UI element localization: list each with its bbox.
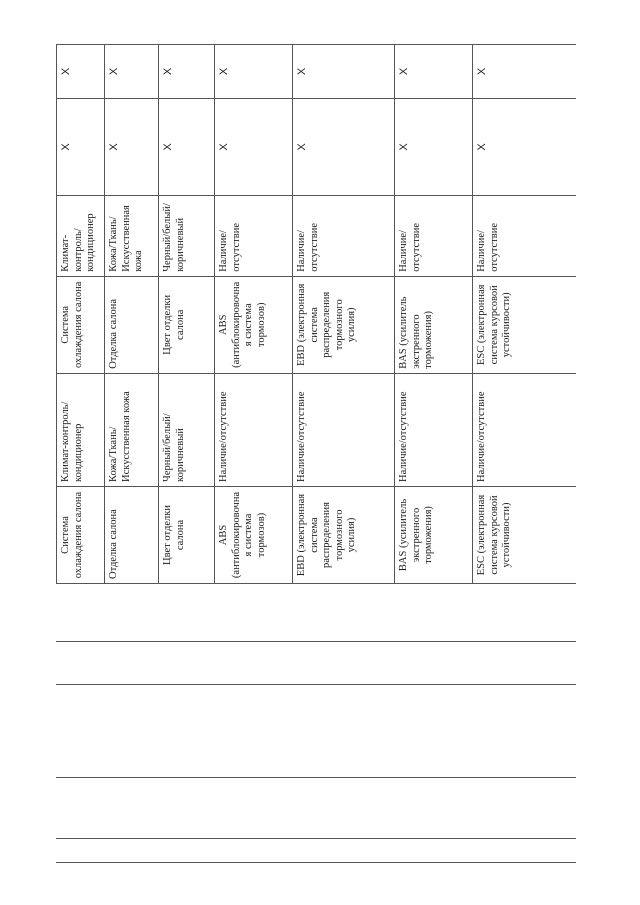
table-row: [159, 45, 215, 584]
mark-cell: X: [105, 98, 159, 195]
mark-cell: X: [57, 98, 105, 195]
ruled-line: [56, 641, 576, 642]
param-cell: Система охлаждения салона: [57, 486, 105, 583]
option2-cell: Наличие/отсутствие: [395, 195, 473, 276]
option-cell: Черный/белый/коричневый: [159, 373, 215, 486]
param2-cell: Цвет отделки салона: [159, 276, 215, 373]
mark-cell: X: [293, 98, 395, 195]
mark-cell: X: [395, 98, 473, 195]
table-row: [395, 45, 473, 584]
option2-cell: Климат-контроль/ кондиционер: [57, 195, 105, 276]
param-cell: Цвет отделки салона: [159, 486, 215, 583]
table-row: [57, 45, 105, 584]
param-cell: Отделка салона: [105, 486, 159, 583]
option-cell: Наличие/отсутствие: [395, 373, 473, 486]
ruled-line: [56, 838, 576, 839]
param2-cell: Система охлаждения салона: [57, 276, 105, 373]
param2-cell: EBD (электронная система распределения тормозного усилия): [293, 276, 395, 373]
mark-cell: X: [473, 45, 577, 99]
option-cell: Климат-контроль/ кондиционер: [57, 373, 105, 486]
mark-cell: X: [395, 45, 473, 99]
mark-cell: X: [57, 45, 105, 99]
param2-cell: BAS (усилитель экстренного торможения): [395, 276, 473, 373]
option-cell: Наличие/отсутствие: [473, 373, 577, 486]
mark-cell: X: [159, 98, 215, 195]
param2-cell: Отделка салона: [105, 276, 159, 373]
param2-cell: ESC (электронная система курсовой устойчивости): [473, 276, 577, 373]
option2-cell: Наличие/отсутствие: [473, 195, 577, 276]
table-row: [473, 45, 577, 584]
param2-cell: ABS (антиблокировочная система тормозов): [215, 276, 293, 373]
table-row: [293, 45, 395, 584]
param-cell: ESC (электронная система курсовой устойчивости): [473, 486, 577, 583]
ruled-line: [56, 684, 576, 685]
option-cell: Кожа/Ткань/ Искусственная кожа: [105, 373, 159, 486]
mark-cell: X: [105, 45, 159, 99]
rotated-table-region: [56, 44, 576, 584]
ruled-line: [56, 777, 576, 778]
param-cell: ABS (антиблокировочная система тормозов): [215, 486, 293, 583]
mark-cell: X: [293, 45, 395, 99]
rotated-table-frame: [56, 44, 576, 584]
mark-cell: X: [215, 98, 293, 195]
option-cell: Наличие/отсутствие: [293, 373, 395, 486]
mark-cell: X: [215, 45, 293, 99]
mark-cell: X: [159, 45, 215, 99]
table-row: [105, 45, 159, 584]
table-row: [215, 45, 293, 584]
option-cell: Наличие/отсутствие: [215, 373, 293, 486]
param-cell: EBD (электронная система распределения тормозного усилия): [293, 486, 395, 583]
option2-cell: Черный/белый/коричневый: [159, 195, 215, 276]
ruled-line: [56, 862, 576, 863]
param-cell: BAS (усилитель экстренного торможения): [395, 486, 473, 583]
spec-table: [56, 44, 576, 584]
option2-cell: Наличие/отсутствие: [293, 195, 395, 276]
mark-cell: X: [473, 98, 577, 195]
option2-cell: Кожа/Ткань/ Искусственная кожа: [105, 195, 159, 276]
option2-cell: Наличие/отсутствие: [215, 195, 293, 276]
